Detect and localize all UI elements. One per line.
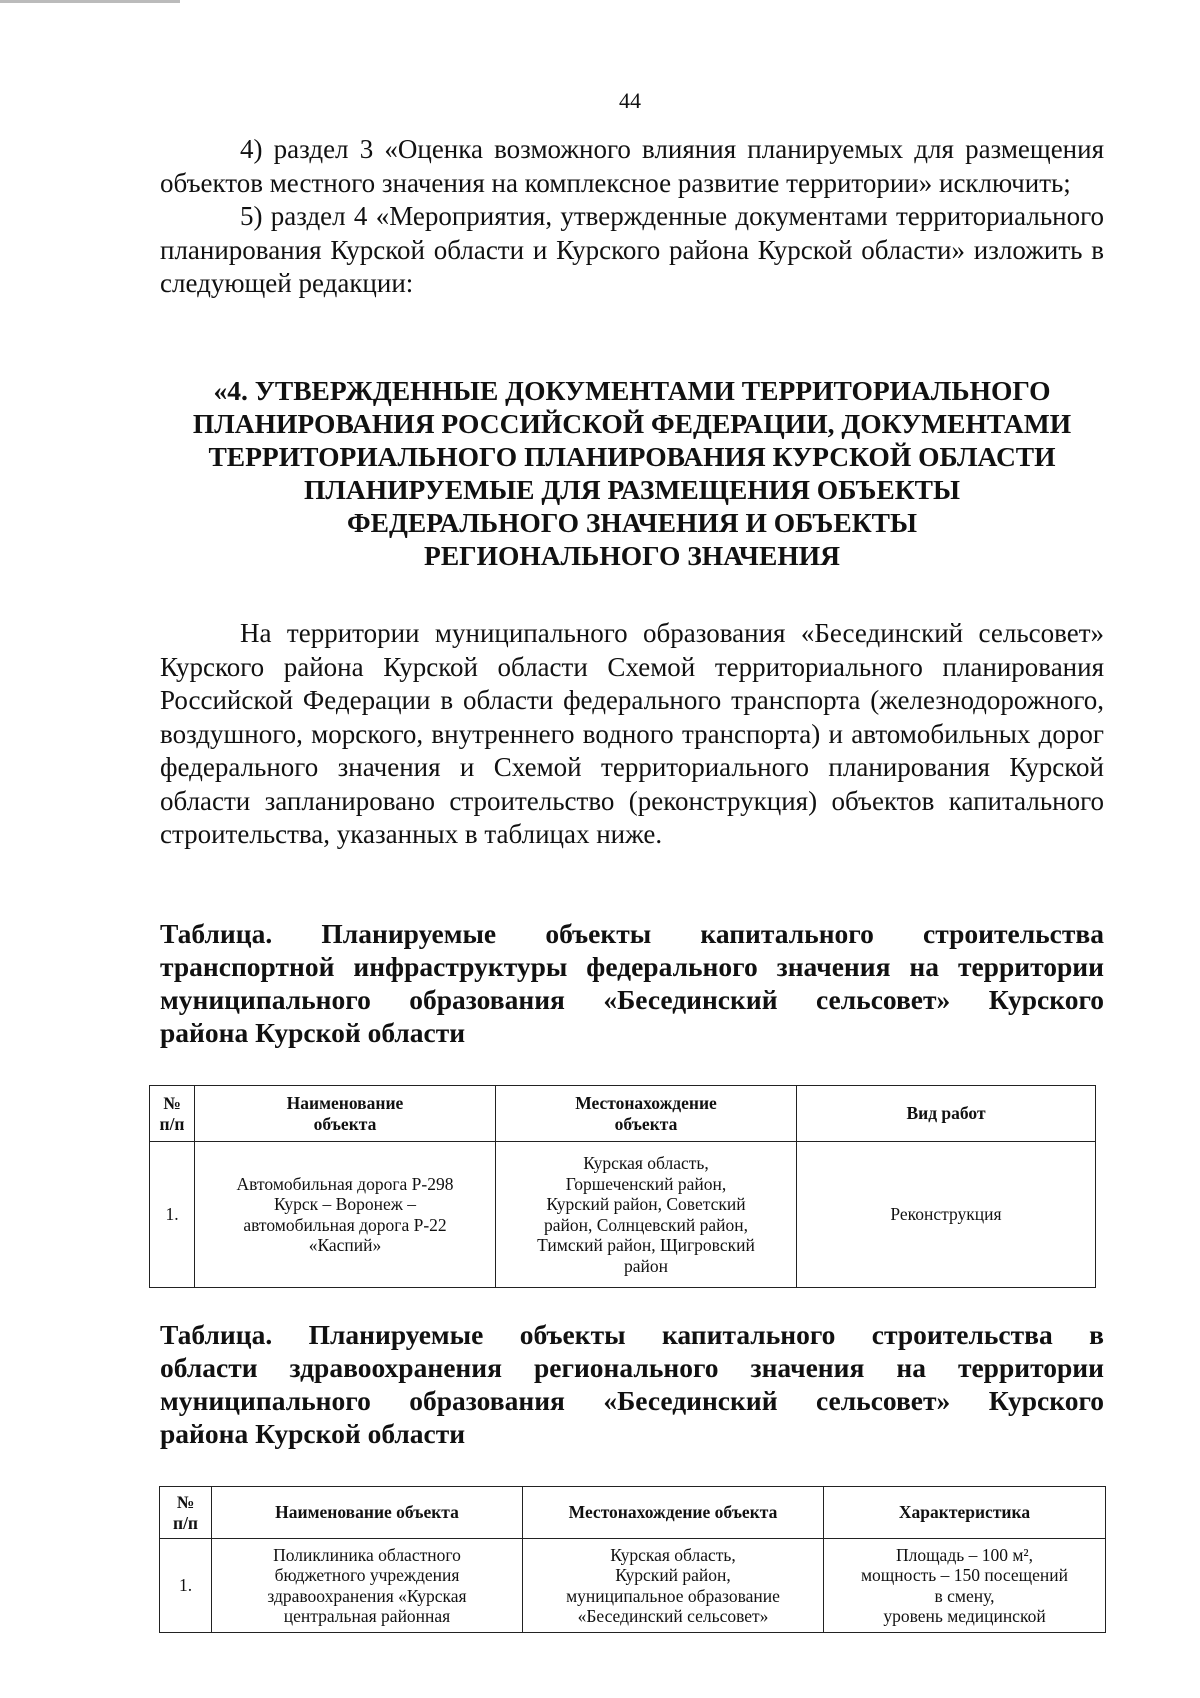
- page-number: 44: [619, 88, 641, 113]
- caption-line: района Курской области: [160, 1017, 466, 1048]
- heading-line: ФЕДЕРАЛЬНОГО ЗНАЧЕНИЯ И ОБЪЕКТЫ: [347, 507, 917, 538]
- heading-line: РЕГИОНАЛЬНОГО ЗНАЧЕНИЯ: [424, 540, 840, 571]
- header-num-line: п/п: [159, 1113, 185, 1134]
- cell-line: «Каспий»: [308, 1235, 382, 1255]
- header-location: [496, 1086, 797, 1142]
- header-name: Наименование объекта: [212, 1487, 523, 1539]
- header-location-line: Местонахождение: [575, 1093, 717, 1113]
- heading-line: ПЛАНИРУЕМЫЕ ДЛЯ РАЗМЕЩЕНИЯ ОБЪЕКТЫ: [304, 474, 960, 505]
- header-num: [160, 1487, 212, 1539]
- cell-num: 1.: [150, 1142, 195, 1288]
- cell-line: мощность – 150 посещений: [860, 1565, 1068, 1585]
- table-regional-healthcare: [159, 1486, 1106, 1633]
- cell-line: здравоохранения «Курская: [267, 1585, 467, 1606]
- table-header-row: [150, 1086, 1096, 1142]
- table1-caption: [160, 917, 1104, 1049]
- cell-line: Горшеченский район,: [565, 1173, 727, 1194]
- paragraph-item-4: 4) раздел 3 «Оценка возможного влияния планируемых для размещения объектов местного значения на комплексное развитие территории» исключить;: [160, 134, 1104, 198]
- section-heading: [160, 374, 1104, 572]
- cell-line: Курский район, Советский: [546, 1194, 746, 1214]
- cell-line: уровень медицинской: [883, 1606, 1046, 1626]
- header-name-line: Наименование: [286, 1093, 404, 1113]
- intro-paragraphs: [160, 133, 1104, 301]
- header-num-line: №: [176, 1492, 195, 1512]
- header-num: [150, 1086, 195, 1142]
- cell-line: Курск – Воронеж –: [274, 1194, 416, 1214]
- heading-line: «4. УТВЕРЖДЕННЫЕ ДОКУМЕНТАМИ ТЕРРИТОРИАЛЬНОГО: [213, 375, 1051, 406]
- cell-line: Автомобильная дорога Р-298: [236, 1173, 454, 1194]
- header-location: Местонахождение объекта: [523, 1487, 824, 1539]
- caption-line: района Курской области: [160, 1418, 466, 1449]
- cell-line: Тимский район, Щигровский: [537, 1235, 755, 1255]
- cell-num: 1.: [160, 1539, 212, 1633]
- cell-name: [195, 1142, 496, 1288]
- caption-line: области здравоохранения регионального значения на территории: [160, 1352, 1104, 1383]
- header-num-line: п/п: [172, 1512, 199, 1533]
- cell-works: Реконструкция: [797, 1142, 1096, 1288]
- header-characteristic: Характеристика: [824, 1487, 1106, 1539]
- caption-line: Таблица. Планируемые объекты капитального строительства: [160, 918, 1104, 949]
- cell-line: муниципальное образование: [566, 1585, 780, 1606]
- main-paragraph: На территории муниципального образования «Бесединский сельсовет» Курского района Курской области Схемой территориального планирования Российской Федерации в области федерального транспорта (железнодорожного, воздушного, морского, внутреннего водного транспорта) и автомобильных дорог федерального значения и Схемой территориального планирования Курской области запланировано строительство (реконструкция) объектов капитального строительства, указанных в таблицах ниже.: [160, 618, 1104, 849]
- cell-line: район, Солнцевский район,: [543, 1214, 749, 1235]
- cell-line: Поликлиника областного: [273, 1544, 461, 1565]
- table-federal-transport: [149, 1085, 1096, 1288]
- header-name-line: объекта: [313, 1113, 377, 1134]
- cell-location: [523, 1539, 824, 1633]
- cell-line: Курская область,: [583, 1153, 709, 1173]
- heading-line: ПЛАНИРОВАНИЯ РОССИЙСКОЙ ФЕДЕРАЦИИ, ДОКУМЕНТАМИ: [192, 408, 1072, 439]
- table2-caption: [160, 1318, 1104, 1450]
- table-row: [150, 1142, 1096, 1288]
- heading-line: ТЕРРИТОРИАЛЬНОГО ПЛАНИРОВАНИЯ КУРСКОЙ ОБЛАСТИ: [208, 441, 1056, 472]
- header-name: [195, 1086, 496, 1142]
- caption-line: транспортной инфраструктуры федерального значения на территории: [160, 951, 1104, 982]
- paragraph-item-5: 5) раздел 4 «Мероприятия, утвержденные документами территориального планирования Курской области и Курского района Курской области» изложить в следующей редакции:: [160, 201, 1104, 298]
- cell-line: автомобильная дорога Р-22: [243, 1214, 447, 1235]
- caption-line: муниципального образования «Бесединский сельсовет» Курского: [160, 984, 1104, 1015]
- table-header-row: [160, 1487, 1106, 1539]
- cell-characteristic: [824, 1539, 1106, 1633]
- header-location-line: объекта: [614, 1113, 678, 1134]
- cell-name: [212, 1539, 523, 1633]
- cell-line: Курская область,: [610, 1544, 736, 1565]
- cell-line: центральная районная: [283, 1606, 451, 1626]
- cell-location: [496, 1142, 797, 1288]
- cell-line: район: [624, 1255, 668, 1276]
- cell-line: «Бесединский сельсовет»: [577, 1606, 769, 1626]
- header-works: Вид работ: [797, 1086, 1096, 1142]
- cell-line: Курский район,: [615, 1565, 731, 1585]
- header-num-line: №: [163, 1093, 181, 1113]
- cell-line: в смену,: [934, 1585, 995, 1606]
- scan-edge-artifact: [0, 0, 180, 3]
- main-paragraph-block: [160, 617, 1104, 852]
- table-row: [160, 1539, 1106, 1633]
- caption-line: Таблица. Планируемые объекты капитального строительства в: [160, 1319, 1104, 1350]
- caption-line: муниципального образования «Бесединский сельсовет» Курского: [160, 1385, 1104, 1416]
- cell-line: бюджетного учреждения: [274, 1565, 460, 1585]
- cell-line: Площадь – 100 м²,: [895, 1544, 1034, 1565]
